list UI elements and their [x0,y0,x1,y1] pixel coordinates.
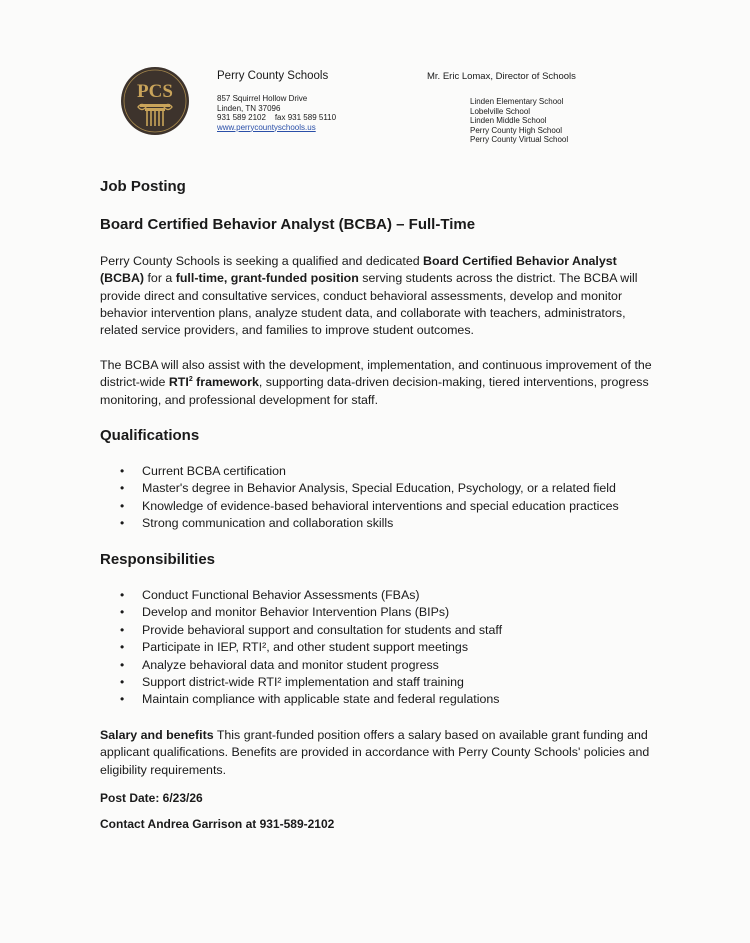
list-item: • Master's degree in Behavior Analysis, Special Education, Psychology, or a related field [120,480,619,497]
p1-text-e: serving students across the district. The BCBA will provide direct and consultative services, conduct behavioral assessments, develop and monitor behavior intervention plans, analyze student data, and collaborate with teachers, administrators, related service providers, and families to improve student outcomes. [100,271,638,338]
org-name: Perry County Schools [217,70,329,82]
list-item: • Participate in IEP, RTI², and other student support meetings [120,639,502,656]
list-item: • Develop and monitor Behavior Intervention Plans (BIPs) [120,604,502,621]
p1-text-c: for a [144,271,176,286]
list-item: • Conduct Functional Behavior Assessments (FBAs) [120,587,502,604]
logo-text: PCS [137,81,173,102]
list-item: • Strong communication and collaboration skills [120,515,619,532]
schools-list [470,97,568,145]
rti-text: RTI [168,375,189,390]
phone-number: 931 589 2102 [217,113,266,122]
school-item: Linden Elementary School [470,97,564,106]
phone-fax-line [217,113,336,123]
contact-line: Contact Andrea Garrison at 931-589-2102 [100,817,335,831]
responsibilities-list [120,587,502,709]
salary-text: This grant-funded position offers a salary based on available grant funding and applicant qualifications. Benefits are provided in accordance with Perry County Schools' policies and eligibility requirements. [100,728,650,777]
rti-superscript: 2 [188,376,193,384]
p2-bold-rti [169,375,259,389]
school-item: Perry County Virtual School [470,135,569,144]
list-item: • Support district-wide RTI² implementation and staff training [120,674,502,691]
rti-paragraph [100,357,660,409]
list-item: • Knowledge of evidence-based behavioral interventions and special education practices [120,498,619,515]
salary-paragraph [100,727,660,779]
org-block [217,70,336,132]
p1-text-a: Perry County Schools is seeking a qualified and dedicated [100,254,424,268]
school-item: Lobelville School [470,106,531,116]
list-item: • Current BCBA certification [120,463,619,480]
org-address [217,94,336,132]
address-line1: 857 Squirrel Hollow Drive [217,94,308,103]
qualifications-heading: Qualifications [100,427,200,444]
fax-number: fax 931 589 5110 [274,113,337,122]
website-link[interactable]: www.perrycountyschools.us [217,122,316,132]
director-name: Mr. Eric Lomax, Director of Schools [427,71,576,82]
pcs-logo [120,66,190,136]
intro-paragraph [100,253,660,339]
p1-bold-role: Board Certified Behavior Analyst (BCBA) [100,254,617,286]
framework-text: framework [192,375,259,390]
p2-text-a: The BCBA will also assist with the development, implementation, and continuous improvement of the district-wide [100,358,652,390]
qualifications-list [120,463,619,533]
job-posting-heading: Job Posting [100,178,186,195]
salary-label: Salary and benefits [100,728,214,742]
school-item: Perry County High School [470,125,563,135]
list-item: • Maintain compliance with applicable state and federal regulations [120,691,502,708]
post-date: Post Date: 6/23/26 [100,791,203,805]
p1-bold-position: full-time, grant-funded position [175,271,359,286]
address-line2: Linden, TN 37096 [217,103,281,113]
job-title: Board Certified Behavior Analyst (BCBA) – Full-Time [100,216,476,233]
list-item: • Analyze behavioral data and monitor student progress [120,657,502,674]
list-item: • Provide behavioral support and consultation for students and staff [120,622,502,639]
school-item: Linden Middle School [470,116,547,125]
p2-text-c: , supporting data-driven decision-making, tiered interventions, progress monitoring, and professional development for staff. [100,375,649,407]
responsibilities-heading: Responsibilities [100,551,216,568]
